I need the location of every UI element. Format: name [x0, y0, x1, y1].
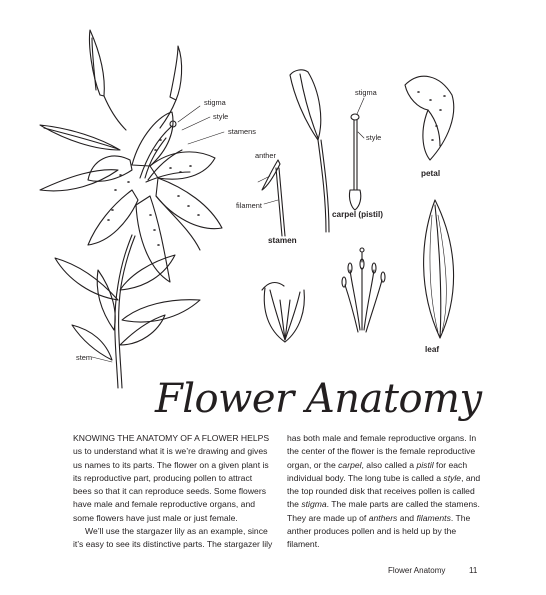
carpel-drawing [349, 98, 364, 210]
label-carpel: carpel (pistil) [332, 210, 383, 219]
text-run: , also called a [361, 459, 417, 470]
text-run: and [397, 512, 417, 523]
label-stigma: stigma [204, 98, 226, 107]
text-run: has both male and female reproductive organs. In the center of the flower is the female reproductive organ, or the [287, 433, 477, 470]
label-style: style [213, 112, 229, 121]
petal-drawing [405, 76, 454, 160]
bud-drawing [290, 70, 329, 232]
text-run: for each individual body. The long tube is called a [287, 459, 468, 483]
text-run: . The anther produces pollen and is held up by the filament. [287, 512, 471, 550]
paragraph-lead-caps: KNOWING THE ANATOMY OF A FLOWER HELPS [73, 433, 270, 443]
stamens-group-drawing [342, 248, 385, 332]
page-number: 11 [469, 566, 478, 575]
label-leaf: leaf [425, 345, 440, 354]
term-pistil: pistil [416, 459, 434, 470]
paragraph-intro [73, 432, 273, 525]
term-anthers: anthers [368, 512, 398, 523]
term-carpel: carpel [338, 459, 362, 470]
stamen-drawing [258, 160, 285, 236]
label-style-carpel: style [366, 133, 382, 142]
page-title: Flower Anatomy [155, 376, 482, 422]
label-filament: filament [236, 201, 262, 210]
paragraph-intro-rest: us to understand what it is we’re drawing and gives us names to its parts. The flower on a given plant is its reproductive part, producing pollen to attract bees so that it can reproduce seeds. Some flowers have male and female reproductive organs, and some flowers have just male or just female. [73, 446, 269, 523]
text-run: . The male parts are called the stamens. They are made up of [287, 499, 480, 523]
term-filaments: filaments [416, 512, 451, 523]
footer-running-title: Flower Anatomy [388, 566, 446, 575]
label-stem: stem [76, 353, 93, 362]
label-anther: anther [255, 151, 276, 160]
label-stigma-carpel: stigma [355, 88, 377, 97]
label-petal: petal [421, 169, 441, 178]
text-run: , and the top rounded disk that receives pollen is called the [287, 472, 481, 510]
paragraph-organs [287, 432, 485, 552]
body-column-left [73, 432, 273, 552]
paragraph-stargazer: We’ll use the stargazer lily as an example, since it’s easy to see its distinctive parts. The stargazer lily [73, 526, 273, 550]
body-column-right [287, 432, 485, 552]
leaf-drawing [424, 200, 454, 338]
lily-plant-drawing [40, 30, 222, 388]
term-style: style [443, 472, 462, 483]
cross-section-drawing [262, 283, 304, 342]
label-stamens: stamens [228, 127, 256, 136]
label-stamen: stamen [268, 236, 297, 245]
term-stigma: stigma [301, 499, 327, 510]
